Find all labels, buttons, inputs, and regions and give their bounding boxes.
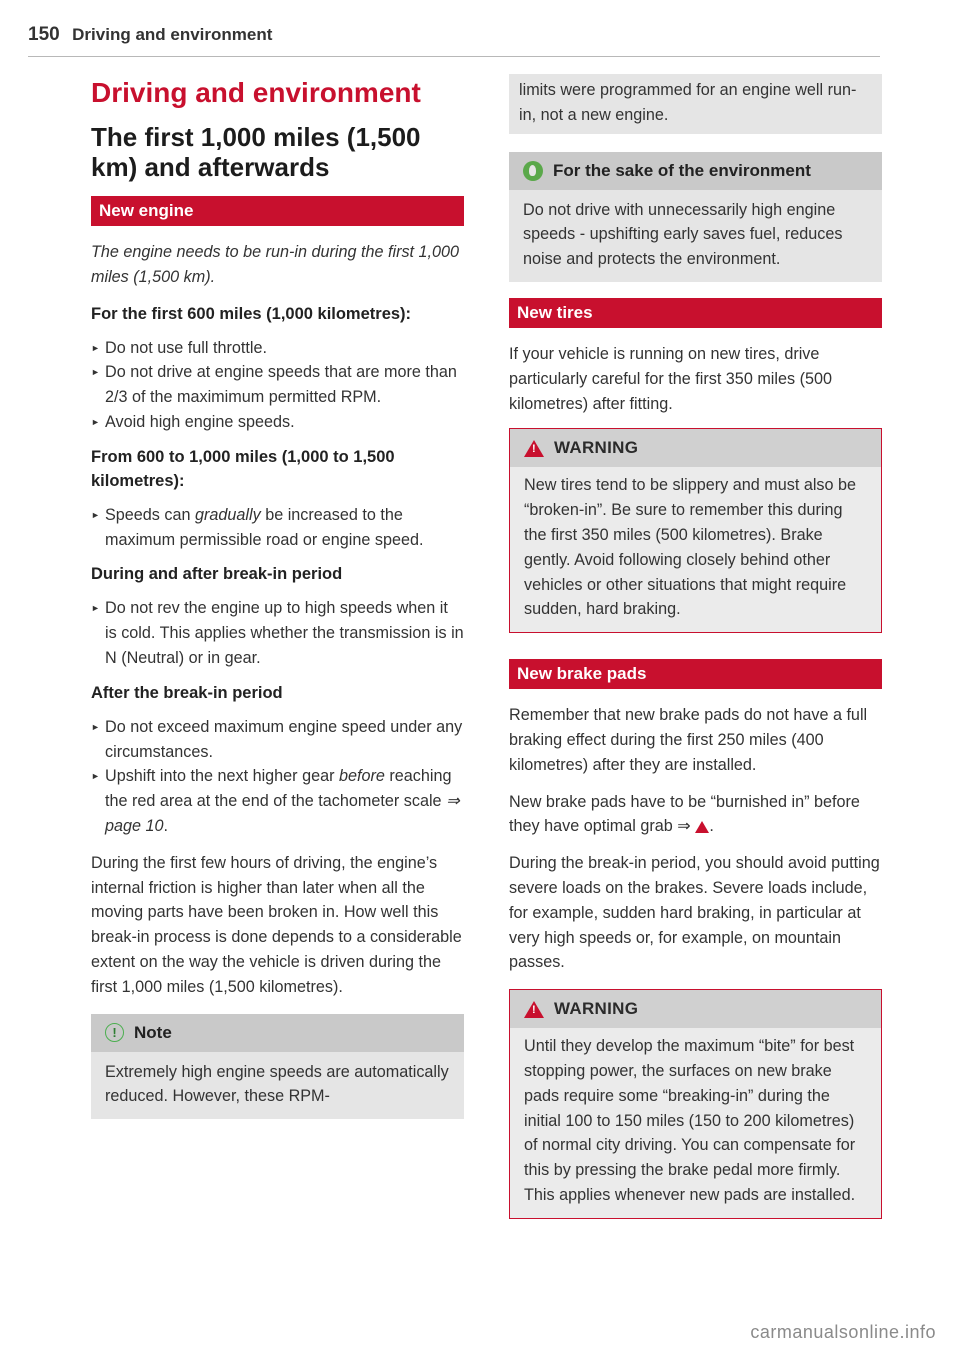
- new-brake-pads-heading: New brake pads: [509, 659, 882, 689]
- watermark: carmanualsonline.info: [750, 1322, 936, 1342]
- warning-reference-link[interactable]: ⇒: [677, 817, 691, 836]
- tires-warning-box: [509, 428, 882, 633]
- tires-warning-body: [510, 467, 881, 632]
- tires-warning-header: [510, 429, 881, 467]
- list-item: ► Do not drive at engine speeds that are more than 2/3 of the maximimum permitted RPM.: [91, 360, 464, 410]
- list-item: ► Avoid high engine speeds.: [91, 410, 464, 435]
- new-engine-heading: New engine: [91, 196, 464, 226]
- environment-title: For the sake of the environment: [553, 160, 811, 180]
- note-text: Extremely high engine speeds are automatically reduced. However, these RPM-: [105, 1062, 449, 1106]
- warning-triangle-icon: !: [524, 1001, 544, 1018]
- new-tires-heading: New tires: [509, 298, 882, 328]
- list-item: ► Do not use full throttle.: [91, 336, 464, 361]
- new-tires-text: If your vehicle is running on new tires, drive particularly careful for the first 350 miles (500 kilometres) after fitting.: [509, 344, 832, 413]
- note-title: Note: [134, 1022, 172, 1042]
- first-600-list: [91, 336, 464, 435]
- environment-icon: [523, 161, 543, 181]
- after-break-in-list: [91, 715, 464, 839]
- warning-triangle-icon: [695, 821, 709, 833]
- environment-box: [509, 152, 882, 282]
- note-box: [91, 1014, 464, 1120]
- environment-body: [509, 190, 882, 282]
- page-reference-link[interactable]: ⇒ page 10: [105, 792, 460, 835]
- note-continued: [509, 74, 882, 134]
- environment-text: Do not drive with unnecessarily high engine speeds - upshifting early saves fuel, reduces noise and protects the environment.: [523, 200, 843, 269]
- from-600-list: [91, 503, 464, 553]
- left-column: [91, 72, 464, 1119]
- list-item: ► Upshift into the next higher gear before reaching the red area at the end of the tachometer scale ⇒ page 10.: [91, 764, 464, 838]
- list-item: ► Do not exceed maximum engine speed under any circumstances.: [91, 715, 464, 765]
- brake-warning-title: WARNING: [554, 999, 639, 1019]
- note-body: [91, 1052, 464, 1120]
- page-number: 150: [28, 24, 60, 45]
- from-600-heading: From 600 to 1,000 miles (1,000 to 1,500 kilometres):: [91, 447, 395, 490]
- break-in-paragraph: During the first few hours of driving, the engine’s internal friction is higher than later when all the moving parts have been broken in. How well this break-in process is done depends to a considerable extent on the way the vehicle is driven during the first 1,000 miles (1,500 kilometres).: [91, 853, 462, 996]
- warning-triangle-icon: !: [524, 440, 544, 457]
- during-break-in-heading: During and after break-in period: [91, 565, 343, 584]
- brake-warning-box: [509, 989, 882, 1219]
- new-engine-intro: The engine needs to be run-in during the first 1,000 miles (1,500 km).: [91, 243, 460, 286]
- list-item: ► Speeds can gradually be increased to the maximum permissible road or engine speed.: [91, 503, 464, 553]
- right-column: [509, 74, 882, 1235]
- environment-header: [509, 152, 882, 190]
- page-header: [28, 24, 880, 57]
- brake-pads-p1: Remember that new brake pads do not have a full braking effect during the first 250 miles (400 kilometres) after they are installed.: [509, 706, 868, 774]
- note-continued-text: limits were programmed for an engine well run-in, not a new engine.: [519, 81, 857, 124]
- tires-warning-text: New tires tend to be slippery and must also be “broken-in”. Be sure to remember this during the first 350 miles (500 kilometres). Brake gently. Avoid following closely behind other vehicles or other situations that might require sudden, hard braking.: [524, 476, 857, 619]
- note-icon: !: [105, 1023, 124, 1042]
- list-item: ► Do not rev the engine up to high speeds when it is cold. This applies whether the transmission is in N (Neutral) or in gear.: [91, 596, 464, 670]
- running-section-title: Driving and environment: [72, 25, 273, 44]
- brake-warning-text: Until they develop the maximum “bite” for best stopping power, the surfaces on new brake pads require some “breaking-in” during the initial 100 to 150 miles (150 to 200 kilometres) of normal city driving. You can compensate for this by pressing the brake pedal more firmly. This applies whenever new pads are installed.: [524, 1037, 856, 1204]
- first-600-heading: For the first 600 miles (1,000 kilometres):: [91, 304, 412, 323]
- chapter-title: Driving and environment: [91, 77, 421, 108]
- brake-pads-p2: New brake pads have to be “burnished in” before they have optimal grab ⇒ .: [509, 792, 860, 836]
- during-break-in-list: [91, 596, 464, 670]
- brake-warning-body: [510, 1028, 881, 1218]
- note-header: [91, 1014, 464, 1052]
- after-break-in-heading: After the break-in period: [91, 683, 283, 702]
- tires-warning-title: WARNING: [554, 438, 639, 458]
- brake-pads-p3: During the break-in period, you should avoid putting severe loads on the brakes. Severe loads include, for example, sudden hard braking, in particular at very high speeds or, for example, on mountain passes.: [509, 854, 880, 972]
- brake-warning-header: [510, 990, 881, 1028]
- section-title: The first 1,000 miles (1,500 km) and afterwards: [91, 122, 421, 182]
